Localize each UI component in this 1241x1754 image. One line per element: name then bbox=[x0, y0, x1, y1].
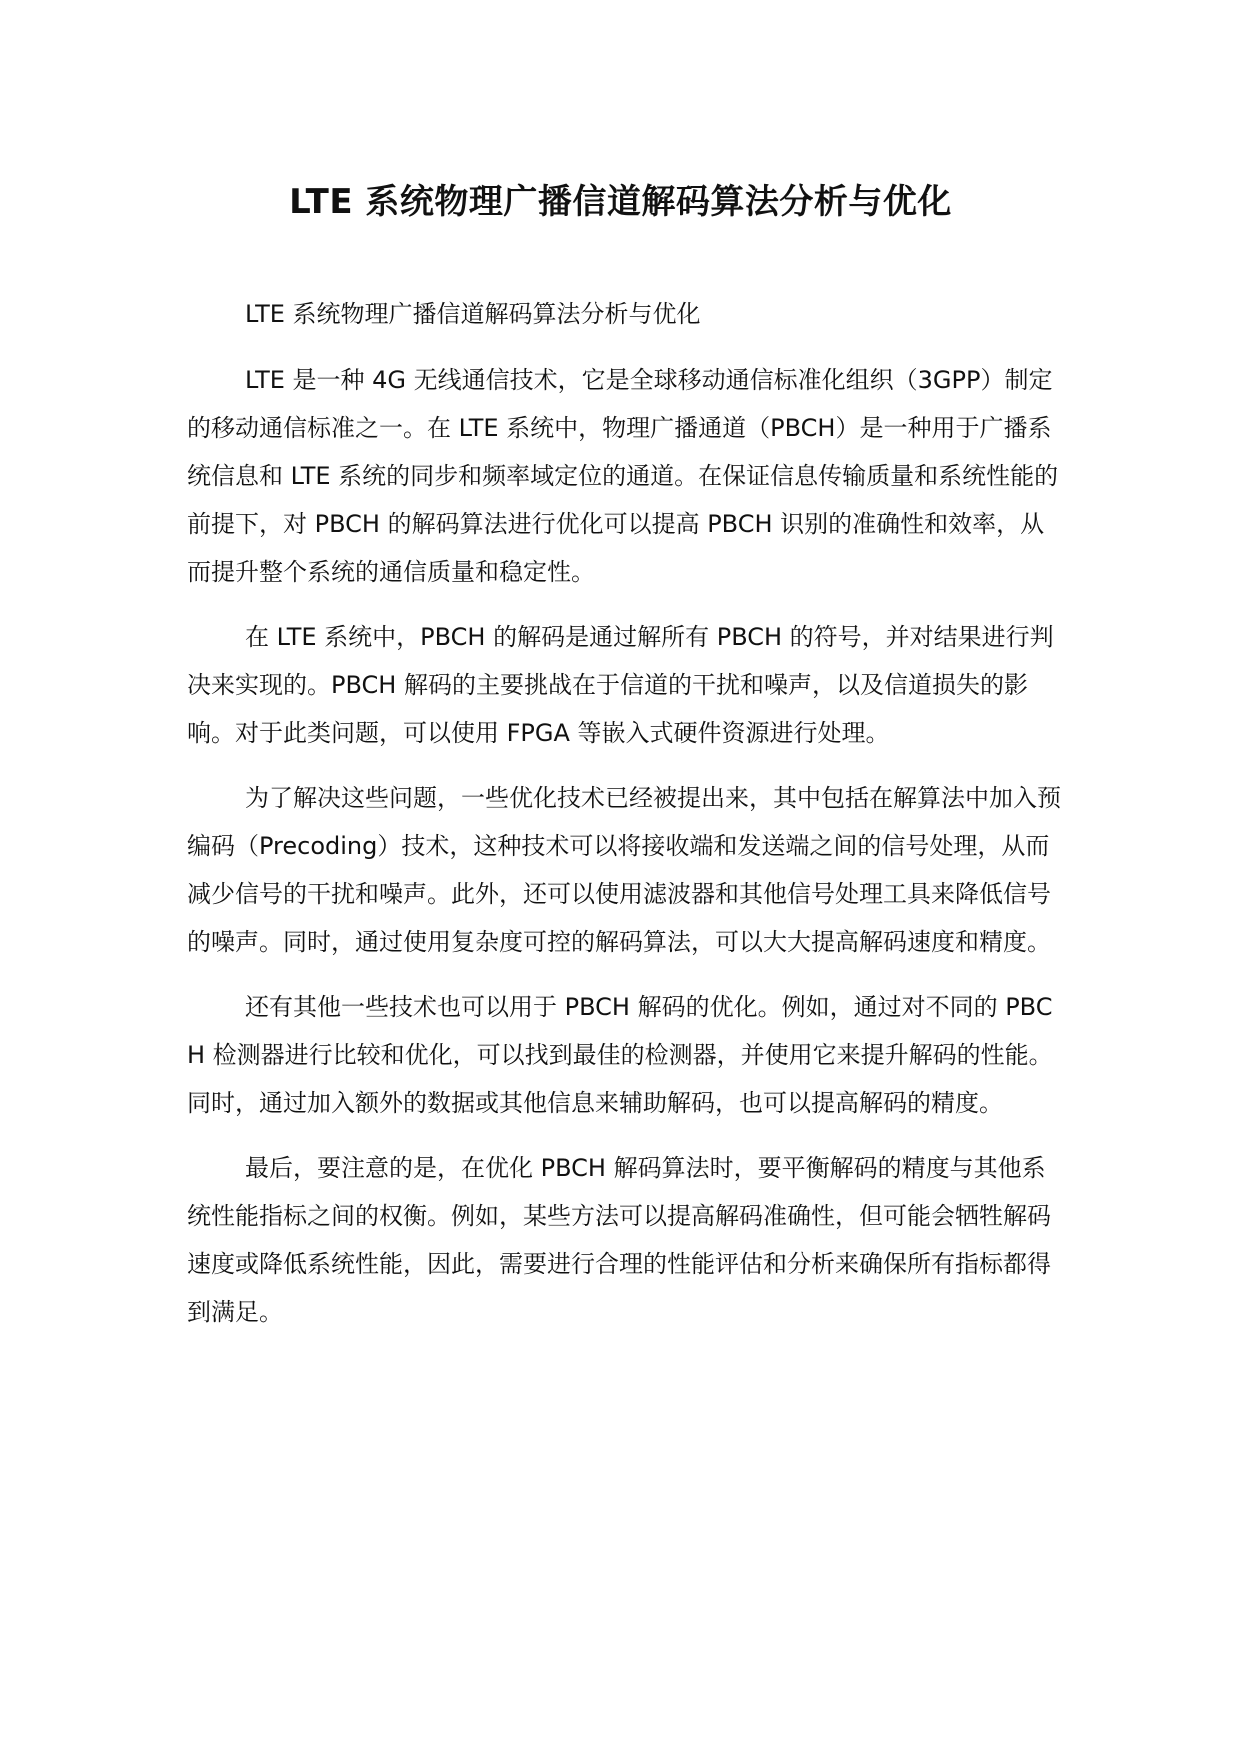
intro-paragraph: LTE 是一种 4G 无线通信技术，它是全球移动通信标准化组织（3GPP）制定的移动通信标准之一。在 LTE 系统中，物理广播通道（PBCH）是一种用于广播系统信息和 LTE 系统的同步和频率域定位的通道。在保证信息传输质量和系统性能的前提下，对 PBCH 的解码算法进行优化可以提高 PBCH 识别的准确性和效率，从而提升整个系统的通信质量和稳定性。 bbox=[187, 366, 1059, 586]
decoding-challenges-paragraph: 在 LTE 系统中，PBCH 的解码是通过解所有 PBCH 的符号，并对结果进行判决来实现的。PBCH 解码的主要挑战在于信道的干扰和噪声，以及信道损失的影响。对于此类问题，可以使用 FPGA 等嵌入式硬件资源进行处理。 bbox=[187, 623, 1054, 747]
optimization-techniques-paragraph: 为了解决这些问题，一些优化技术已经被提出来，其中包括在解算法中加入预编码（Precoding）技术，这种技术可以将接收端和发送端之间的信号处理，从而减少信号的干扰和噪声。此外，还可以使用滤波器和其他信号处理工具来降低信号的噪声。同时，通过使用复杂度可控的解码算法，可以大大提高解码速度和精度。 bbox=[187, 784, 1061, 956]
subtitle-paragraph: LTE 系统物理广播信道解码算法分析与优化 bbox=[245, 300, 701, 328]
detector-optimization-paragraph: 还有其他一些技术也可以用于 PBCH 解码的优化。例如，通过对不同的 PBCH 检测器进行比较和优化，可以找到最佳的检测器，并使用它来提升解码的性能。同时，通过加入额外的数据或其他信息来辅助解码，也可以提高解码的精度。 bbox=[187, 993, 1053, 1117]
document-body bbox=[187, 290, 1065, 1336]
conclusion-paragraph: 最后，要注意的是，在优化 PBCH 解码算法时，要平衡解码的精度与其他系统性能指标之间的权衡。例如，某些方法可以提高解码准确性，但可能会牺牲解码速度或降低系统性能，因此，需要进行合理的性能评估和分析来确保所有指标都得到满足。 bbox=[187, 1154, 1051, 1326]
document-title: LTE 系统物理广播信道解码算法分析与优化 bbox=[289, 182, 952, 222]
